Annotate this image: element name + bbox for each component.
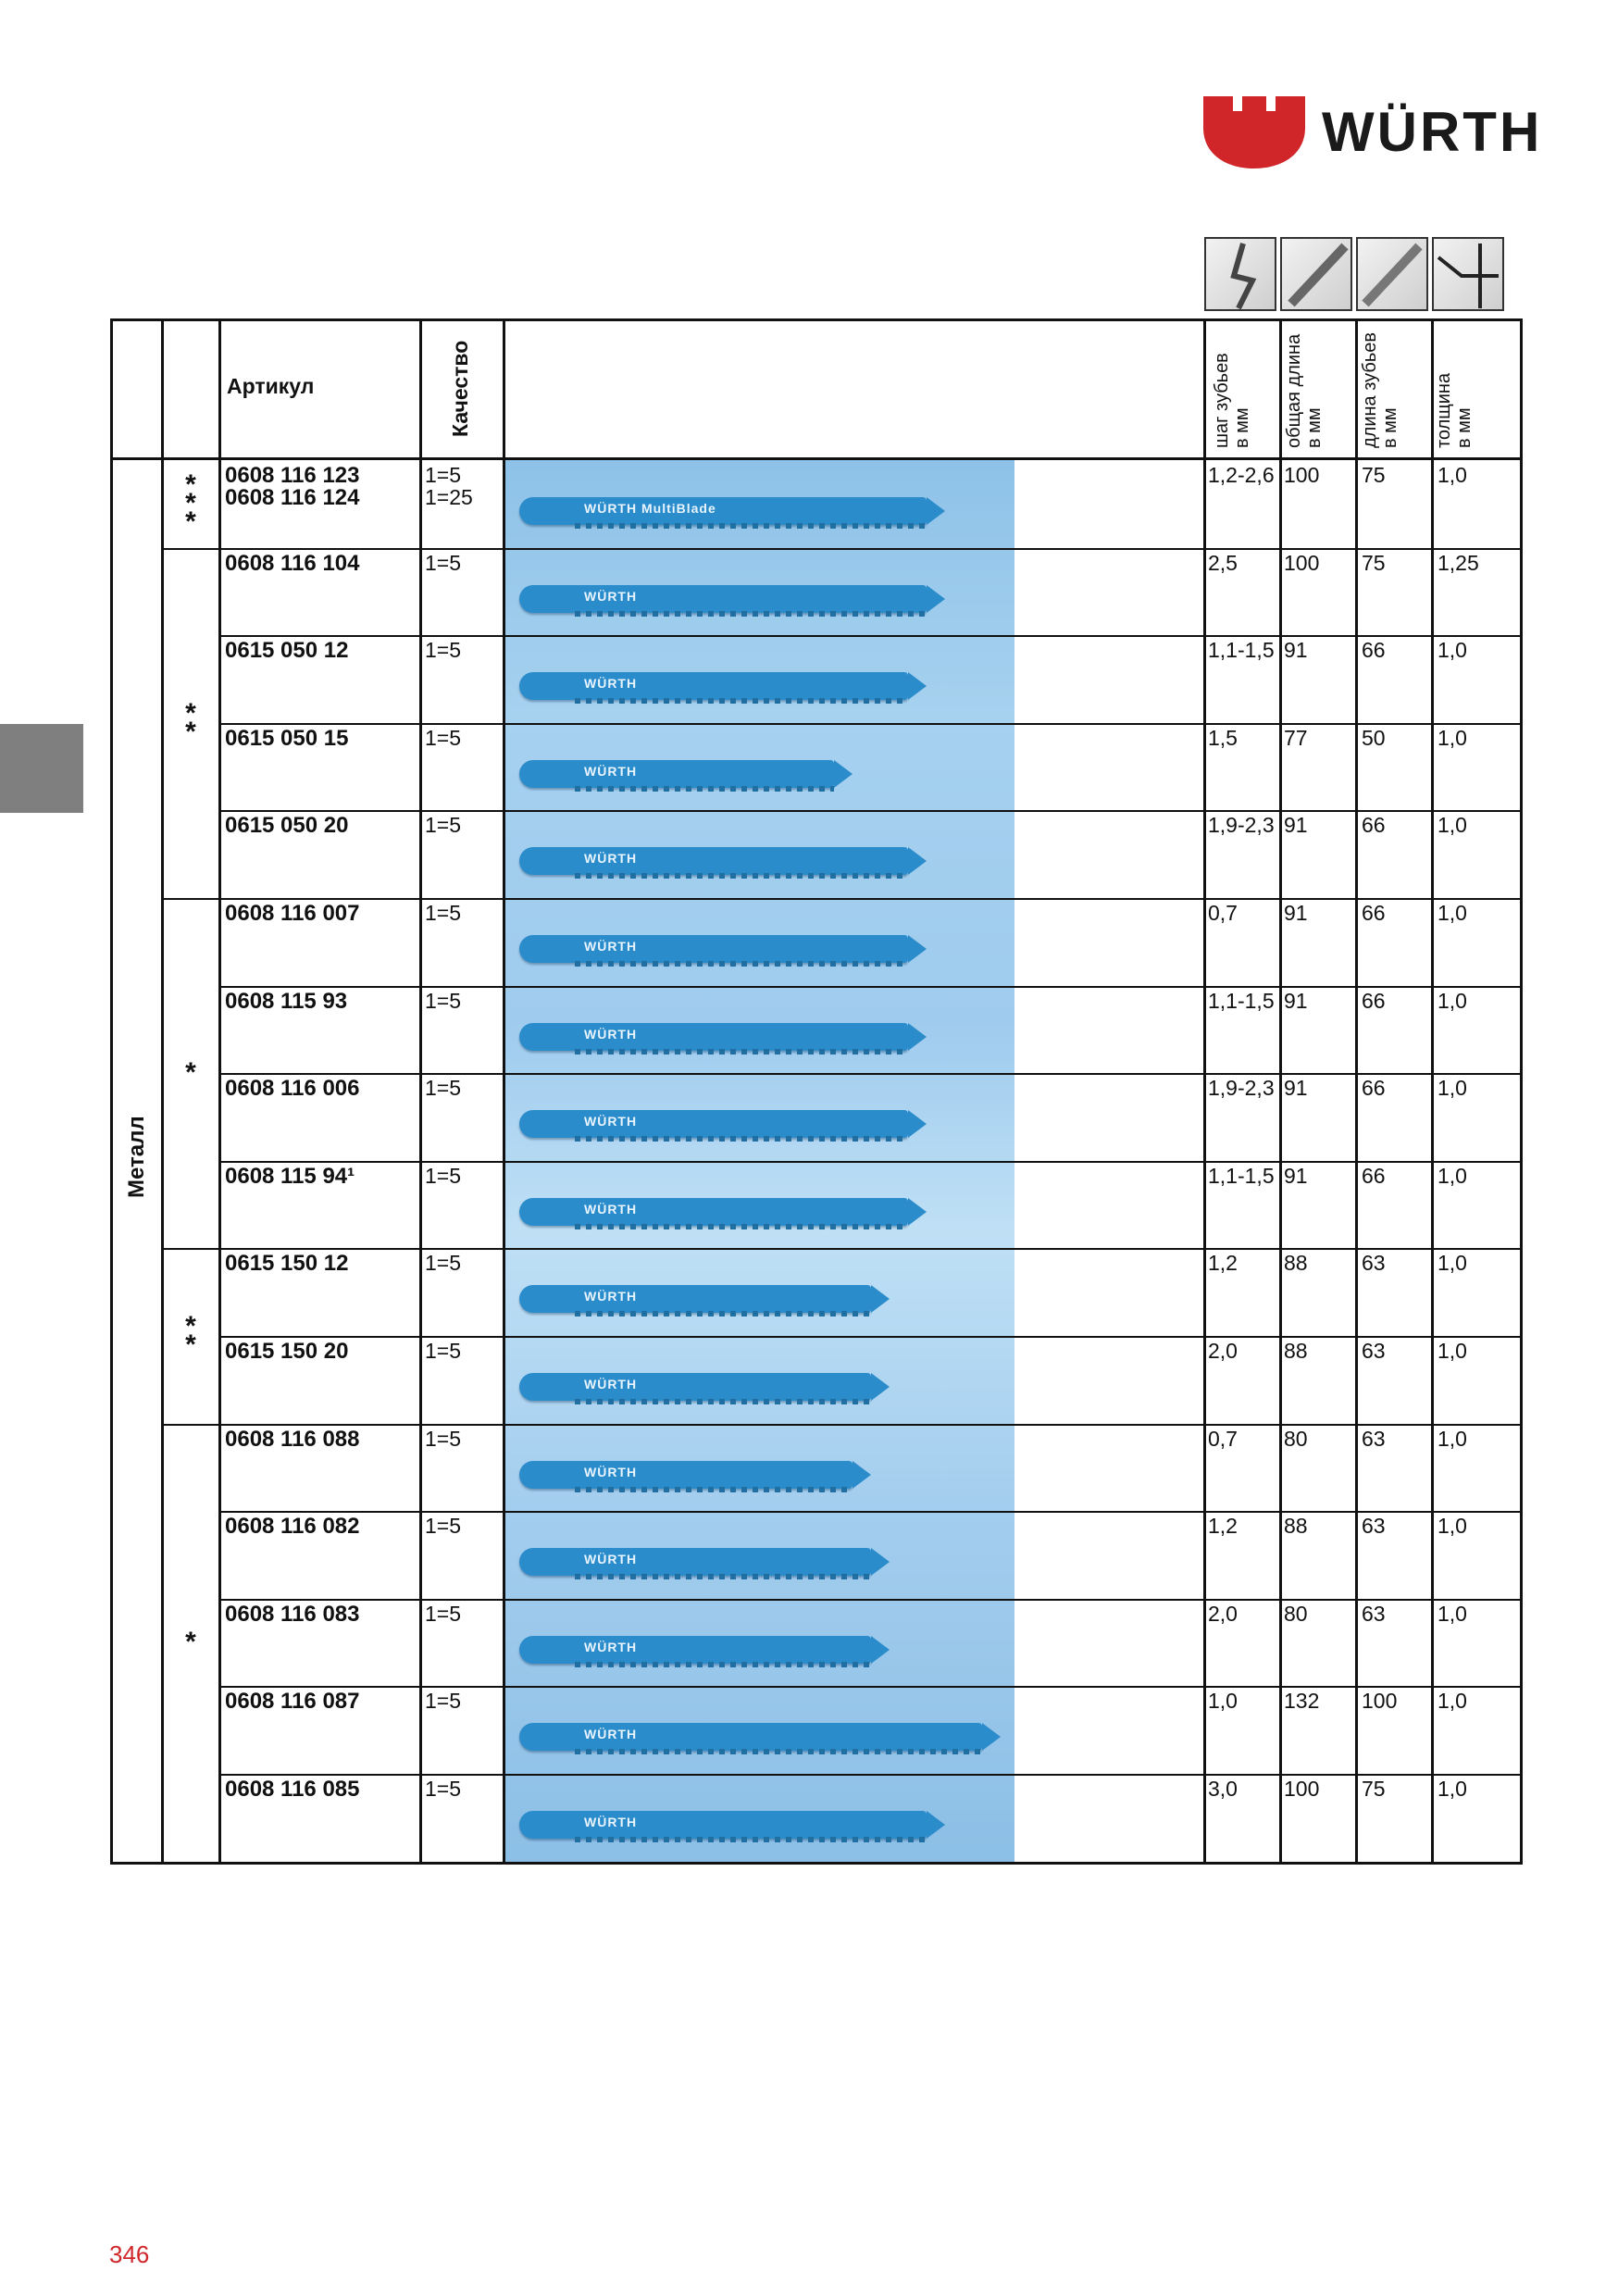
- article-code: 0608 116 085: [225, 1777, 360, 1802]
- saw-blade: [519, 760, 834, 788]
- tooth-pitch: 1,9-2,3: [1208, 813, 1275, 837]
- logo-wordmark: WÜRTH: [1322, 101, 1543, 163]
- page-number: 346: [109, 2240, 150, 2268]
- teeth-length: 75: [1362, 1777, 1386, 1801]
- saw-blade: [519, 1285, 871, 1313]
- header-total-length: общая длина в мм: [1284, 333, 1325, 448]
- teeth-length: 63: [1362, 1514, 1386, 1538]
- quality-pack: 1=5: [425, 1076, 462, 1100]
- blade-label: WÜRTH: [584, 1202, 638, 1217]
- quality-stars: * *: [185, 698, 196, 747]
- article-code: 0608 116 104: [225, 551, 360, 576]
- tooth-pitch: 1,2: [1208, 1251, 1238, 1275]
- saw-blade: [519, 1723, 982, 1751]
- chapter-tab: [0, 724, 83, 813]
- thickness: 1,0: [1438, 1602, 1467, 1626]
- quality-pack: 1=5: [425, 901, 462, 925]
- blade-label: WÜRTH: [584, 1552, 638, 1566]
- teeth-length: 50: [1362, 726, 1386, 750]
- blade-label: WÜRTH: [584, 1289, 638, 1304]
- article-code: 0608 115 93: [225, 989, 348, 1014]
- saw-blade: [519, 935, 908, 963]
- article-code: 0608 116 088: [225, 1427, 360, 1452]
- blade-thickness-icon: [1432, 237, 1504, 311]
- article-code: 0615 050 15: [225, 726, 349, 751]
- thickness: 1,0: [1438, 901, 1467, 925]
- tooth-pitch: 1,2-2,6: [1208, 463, 1275, 487]
- teeth-length: 66: [1362, 638, 1386, 662]
- saw-blade: [519, 1198, 908, 1226]
- blade-label: WÜRTH: [584, 939, 638, 954]
- tooth-pitch: 1,1-1,5: [1208, 1164, 1275, 1188]
- teeth-length: 66: [1362, 1076, 1386, 1100]
- quality-stars: * * *: [185, 469, 196, 537]
- saw-blade: [519, 497, 927, 525]
- tooth-pitch: 2,5: [1208, 551, 1238, 575]
- saw-blade: [519, 672, 908, 700]
- blade-label: WÜRTH: [584, 589, 638, 604]
- total-length: 91: [1284, 989, 1308, 1013]
- blade-label: WÜRTH: [584, 676, 638, 691]
- saw-blade: [519, 1373, 871, 1401]
- thickness: 1,0: [1438, 1339, 1467, 1363]
- tooth-pitch: 1,0: [1208, 1689, 1238, 1713]
- tooth-pitch: 1,5: [1208, 726, 1238, 750]
- tooth-pitch: 0,7: [1208, 1427, 1238, 1451]
- total-length: 88: [1284, 1339, 1308, 1363]
- wood-cut-icon: [1204, 237, 1276, 311]
- quality-pack: 1=5: [425, 1251, 462, 1275]
- article-code: 0608 116 007: [225, 901, 360, 926]
- teeth-length: 66: [1362, 813, 1386, 837]
- thickness: 1,0: [1438, 1777, 1467, 1801]
- teeth-length: 75: [1362, 463, 1386, 487]
- blade-label: WÜRTH: [584, 1727, 638, 1741]
- thickness: 1,0: [1438, 1164, 1467, 1188]
- total-length: 77: [1284, 726, 1308, 750]
- article-code: 0608 116 087: [225, 1689, 360, 1714]
- header-teeth-length: длина зубьев в мм: [1360, 331, 1400, 448]
- teeth-length: 66: [1362, 1164, 1386, 1188]
- header-thickness: толщина в мм: [1434, 372, 1475, 448]
- total-length: 88: [1284, 1514, 1308, 1538]
- quality-pack-2: 1=25: [425, 485, 473, 509]
- quality-pack: 1=5: [425, 1427, 462, 1451]
- tooth-pitch: 0,7: [1208, 901, 1238, 925]
- total-length: 132: [1284, 1689, 1320, 1713]
- quality-pack: 1=5: [425, 1514, 462, 1538]
- teeth-length: 75: [1362, 551, 1386, 575]
- tooth-pitch: 1,1-1,5: [1208, 989, 1275, 1013]
- total-length: 91: [1284, 638, 1308, 662]
- tooth-pitch: 1,1-1,5: [1208, 638, 1275, 662]
- saw-blade: [519, 1023, 908, 1051]
- thickness: 1,0: [1438, 1514, 1467, 1538]
- quality-stars: *: [185, 1627, 196, 1657]
- teeth-length: 66: [1362, 901, 1386, 925]
- article-code: 0608 115 94¹: [225, 1164, 355, 1189]
- blade-label: WÜRTH: [584, 851, 638, 866]
- saw-blade: [519, 1811, 927, 1839]
- total-length: 88: [1284, 1251, 1308, 1275]
- article-code: 0615 050 12: [225, 638, 349, 663]
- blade-label: WÜRTH: [584, 1815, 638, 1829]
- tooth-pitch: 2,0: [1208, 1602, 1238, 1626]
- teeth-length: 66: [1362, 989, 1386, 1013]
- thickness: 1,0: [1438, 1427, 1467, 1451]
- quality-pack: 1=5: [425, 813, 462, 837]
- quality-stars: * *: [185, 1311, 196, 1360]
- quality-pack: 1=5: [425, 1339, 462, 1363]
- thickness: 1,0: [1438, 813, 1467, 837]
- product-table: [110, 318, 1523, 1865]
- teeth-length: 63: [1362, 1602, 1386, 1626]
- blade-label: WÜRTH MultiBlade: [584, 501, 716, 516]
- total-length: 100: [1284, 551, 1320, 575]
- article-code: 0615 050 20: [225, 813, 349, 838]
- thickness: 1,0: [1438, 989, 1467, 1013]
- blade-length-icon: [1356, 237, 1428, 311]
- thickness: 1,0: [1438, 1251, 1467, 1275]
- header-quality: Качество: [448, 340, 472, 437]
- article-code: 0608 116 123: [225, 463, 360, 488]
- quality-pack: 1=5: [425, 1777, 462, 1801]
- quality-pack: 1=5: [425, 463, 462, 487]
- article-code: 0608 116 006: [225, 1076, 360, 1101]
- quality-pack: 1=5: [425, 1164, 462, 1188]
- blade-label: WÜRTH: [584, 764, 638, 779]
- thickness: 1,0: [1438, 1689, 1467, 1713]
- thickness: 1,0: [1438, 726, 1467, 750]
- total-length: 91: [1284, 1076, 1308, 1100]
- teeth-length: 63: [1362, 1339, 1386, 1363]
- total-length: 80: [1284, 1427, 1308, 1451]
- saw-blade: [519, 1548, 871, 1576]
- quality-pack: 1=5: [425, 551, 462, 575]
- total-length: 100: [1284, 463, 1320, 487]
- quality-pack: 1=5: [425, 638, 462, 662]
- blade-label: WÜRTH: [584, 1114, 638, 1129]
- header-pitch: шаг зубьев в мм: [1212, 353, 1252, 448]
- teeth-length: 63: [1362, 1427, 1386, 1451]
- article-code: 0615 150 20: [225, 1339, 349, 1364]
- total-length: 91: [1284, 1164, 1308, 1188]
- article-code-2: 0608 116 124: [225, 485, 360, 510]
- tooth-pitch: 1,9-2,3: [1208, 1076, 1275, 1100]
- thickness: 1,0: [1438, 638, 1467, 662]
- total-length: 91: [1284, 813, 1308, 837]
- tooth-pitch: 1,2: [1208, 1514, 1238, 1538]
- tooth-pitch: 2,0: [1208, 1339, 1238, 1363]
- quality-pack: 1=5: [425, 726, 462, 750]
- wurth-logo-icon: [1203, 96, 1305, 168]
- article-code: 0615 150 12: [225, 1251, 349, 1276]
- total-length: 91: [1284, 901, 1308, 925]
- article-code: 0608 116 083: [225, 1602, 360, 1627]
- saw-blade: [519, 585, 927, 613]
- quality-pack: 1=5: [425, 1602, 462, 1626]
- blade-label: WÜRTH: [584, 1640, 638, 1654]
- saw-blade: [519, 1461, 853, 1489]
- wurth-logo: [1203, 96, 1543, 168]
- thickness: 1,25: [1438, 551, 1479, 575]
- article-code: 0608 116 082: [225, 1514, 360, 1539]
- blade-label: WÜRTH: [584, 1027, 638, 1042]
- quality-stars: *: [185, 1057, 196, 1088]
- total-length: 80: [1284, 1602, 1308, 1626]
- header-article: Артикул: [227, 374, 315, 398]
- quality-pack: 1=5: [425, 989, 462, 1013]
- teeth-length: 63: [1362, 1251, 1386, 1275]
- teeth-length: 100: [1362, 1689, 1398, 1713]
- thickness: 1,0: [1438, 1076, 1467, 1100]
- quality-pack: 1=5: [425, 1689, 462, 1713]
- blade-label: WÜRTH: [584, 1377, 638, 1391]
- category-label: Металл: [124, 1116, 149, 1198]
- straight-cut-icon: [1280, 237, 1352, 311]
- saw-blade: [519, 1636, 871, 1664]
- total-length: 100: [1284, 1777, 1320, 1801]
- saw-blade: [519, 847, 908, 875]
- tooth-pitch: 3,0: [1208, 1777, 1238, 1801]
- blade-label: WÜRTH: [584, 1465, 638, 1479]
- thickness: 1,0: [1438, 463, 1467, 487]
- saw-blade: [519, 1110, 908, 1138]
